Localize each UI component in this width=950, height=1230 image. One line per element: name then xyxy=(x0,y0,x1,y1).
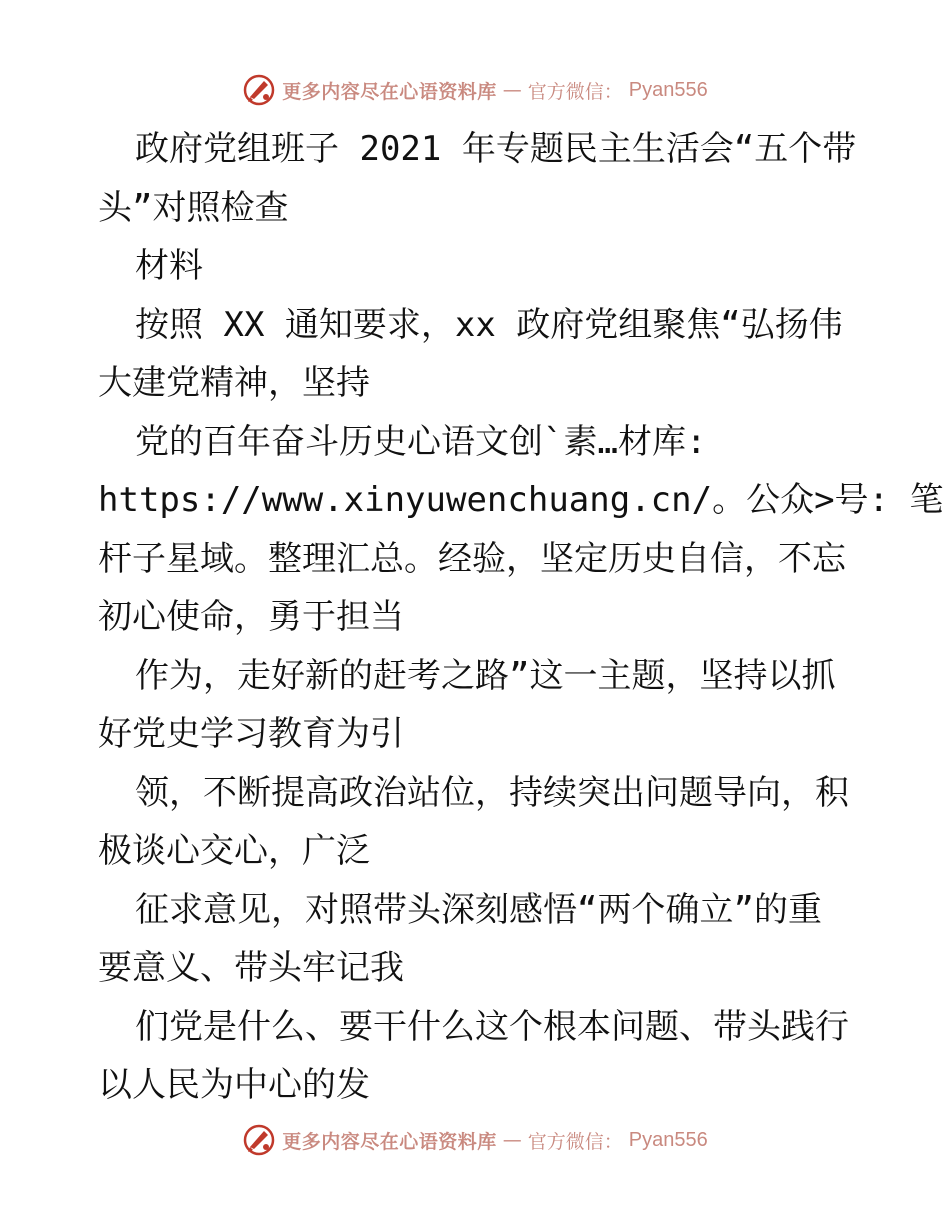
text-line: 党的百年奋斗历史心语文创`素…材库: xyxy=(135,421,707,462)
text-line: 头”对照检查 xyxy=(98,187,289,228)
text-line: 以人民为中心的发 xyxy=(98,1065,370,1105)
text-line: 作为，走好新的赶考之路”这一主题，坚持以抓 xyxy=(135,655,836,696)
text-line: 们党是什么、要干什么这个根本问题、带头践行 xyxy=(135,1006,849,1047)
text-line: 领，不断提高政治站位，持续突出问题导向，积 xyxy=(135,772,849,813)
text-line: 要意义、带头牢记我 xyxy=(98,948,404,988)
text-line: 按照 XX 通知要求，xx 政府党组聚焦“弘扬伟 xyxy=(135,304,843,345)
banner-wechat-id: Pyan556 xyxy=(628,1128,708,1151)
banner-wechat-label: 官方微信： xyxy=(527,1130,623,1153)
banner-wechat-id: Pyan556 xyxy=(628,78,708,101)
text-line: 材料 xyxy=(135,246,203,286)
banner-text: 更多内容尽在心语资料库 xyxy=(282,80,497,103)
text-line: 大建党精神，坚持 xyxy=(98,363,370,403)
text-line: 极谈心交心，广泛 xyxy=(98,831,370,871)
banner-dash: — xyxy=(502,1129,522,1151)
text-line: 好党史学习教育为引 xyxy=(98,714,404,754)
banner-text: 更多内容尽在心语资料库 xyxy=(282,1130,497,1153)
text-line: 杆子星域。整理汇总。经验，坚定历史自信，不忘 xyxy=(98,538,846,579)
text-line: 征求意见，对照带头深刻感悟“两个确立”的重 xyxy=(135,889,822,930)
text-line: 政府党组班子 2021 年专题民主生活会“五个带 xyxy=(135,129,857,169)
footer-banner xyxy=(0,1120,950,1160)
banner-dash: — xyxy=(502,79,522,101)
url-line: https://www.xinyuwenchuang.cn/。公众>号: 笔 xyxy=(98,480,944,520)
header-banner xyxy=(0,70,950,110)
quill-logo-icon xyxy=(242,73,276,107)
text-line: 初心使命，勇于担当 xyxy=(98,597,404,637)
document-body xyxy=(98,120,944,1115)
banner-wechat-label: 官方微信： xyxy=(527,80,623,103)
quill-logo-icon xyxy=(242,1123,276,1157)
